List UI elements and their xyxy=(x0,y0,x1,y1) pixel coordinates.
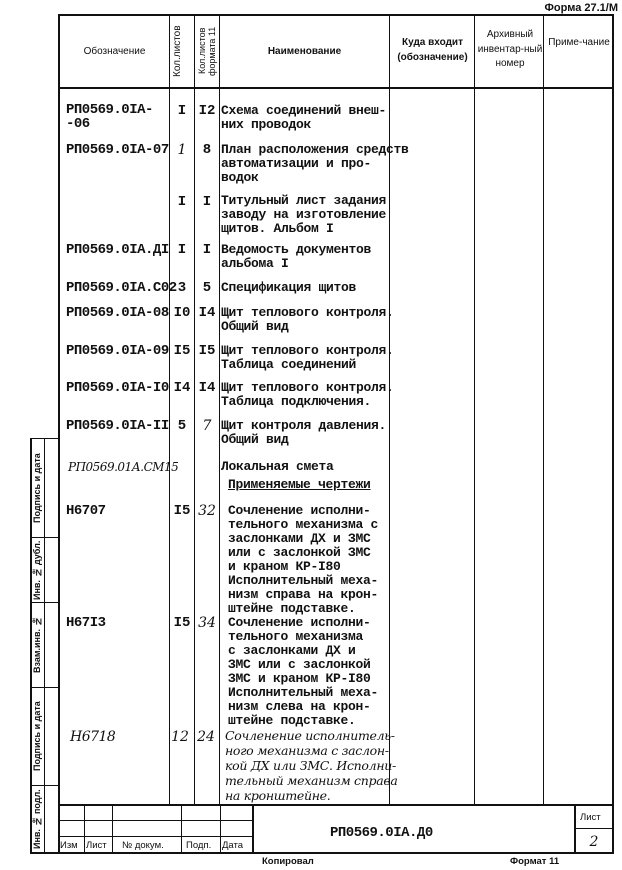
col-line-6 xyxy=(543,14,544,804)
row-1-count: I xyxy=(177,103,187,119)
row-7-f11: I5 xyxy=(198,343,216,359)
side-strip-div-3 xyxy=(30,602,60,603)
title-c2 xyxy=(112,804,113,854)
side-label-sign-date-1: Подпись и дата xyxy=(32,701,42,772)
row-1-code: РП0569.0IА- -06 xyxy=(66,102,153,132)
side-label-sign-date-2: Подпись и дата xyxy=(32,453,42,523)
header-where-included: Куда входит (обозначение) xyxy=(397,37,468,63)
row-6-count: I0 xyxy=(173,305,191,321)
row-14-name: Сочленение исполнитель- ного механизма с заслон- кой ДХ или ЗМС. Исполни- тельный механизм справа на кронштейне. xyxy=(225,728,398,803)
row-8-code: РП0569.0IА-I0 xyxy=(66,380,169,396)
title-row-1 xyxy=(58,820,252,821)
row-1-f11: I2 xyxy=(198,103,216,119)
row-4-count: I xyxy=(177,242,187,258)
title-c1 xyxy=(84,804,85,854)
frame-left xyxy=(58,14,60,854)
row-3-f11: I xyxy=(202,194,212,210)
side-strip-div-1 xyxy=(30,438,60,439)
row-2-f11: 8 xyxy=(202,142,212,158)
col-line-3 xyxy=(219,14,220,804)
side-strip-div-4 xyxy=(30,687,60,688)
row-9-name: Щит контроля давления. Общий вид xyxy=(221,418,387,447)
row-8-f11: I4 xyxy=(198,380,216,396)
row-12-count: I5 xyxy=(173,503,191,519)
row-10-name: Локальная смета xyxy=(221,459,334,474)
row-12-code: Н6707 xyxy=(66,503,106,519)
row-7-count: I5 xyxy=(173,343,191,359)
title-sheet-div xyxy=(574,828,614,829)
title-c3 xyxy=(181,804,182,854)
row-2-count: 1 xyxy=(177,142,187,158)
row-5-code: РП0569.0IА.С02 xyxy=(66,280,177,296)
title-top xyxy=(58,804,614,806)
row-13-f11: 34 xyxy=(198,615,216,631)
row-10-code: РП0569.01А.СМ15 xyxy=(68,460,179,474)
footer-format: Формат 11 xyxy=(510,856,560,867)
frame-right xyxy=(612,14,614,854)
side-label-vzam-inv: Взам.инв. № xyxy=(32,616,42,674)
row-5-f11: 5 xyxy=(202,280,212,296)
frame-bottom xyxy=(30,852,614,854)
header-divider xyxy=(58,87,614,89)
row-13-code: Н67I3 xyxy=(66,615,106,631)
form-label: Форма 27.1/М xyxy=(544,2,618,14)
row-13-count: I5 xyxy=(173,615,191,631)
col-line-2 xyxy=(194,14,195,804)
row-4-name: Ведомость документов альбома I xyxy=(221,242,372,271)
row-11-name: Применяемые чертежи xyxy=(228,477,371,492)
row-14-count: 12 xyxy=(171,729,189,745)
row-3-count: I xyxy=(177,194,187,210)
row-6-f11: I4 xyxy=(198,305,216,321)
title-sheet-label: Лист xyxy=(580,812,601,823)
title-row-2 xyxy=(58,836,252,837)
row-3-name: Титульный лист задания заводу на изготовление щитов. Альбом I xyxy=(221,193,387,236)
header-archive-number: Архивный инвентар-ный номер xyxy=(477,29,543,69)
row-9-code: РП0569.0IА-II xyxy=(66,418,169,434)
row-9-f11: 7 xyxy=(202,418,212,434)
title-designation: РП0569.0IА.Д0 xyxy=(330,825,433,841)
row-4-f11: I xyxy=(202,242,212,258)
row-1-name: Схема соединений внеш- них проводок xyxy=(221,103,387,132)
header-note: Приме-чание xyxy=(548,37,610,48)
row-2-code: РП0569.0IА-07 xyxy=(66,142,169,158)
row-8-count: I4 xyxy=(173,380,191,396)
title-doc-no: № докум. xyxy=(122,840,164,851)
col-line-4 xyxy=(389,14,390,804)
title-c5 xyxy=(252,804,254,854)
row-4-code: РП0569.0IА.ДI xyxy=(66,242,169,258)
row-9-count: 5 xyxy=(177,418,187,434)
row-13-name: Сочленение исполни- тельного механизма с заслонками ДХ и ЗМС или с заслонкой ЗМС и краном КР-I80 Исполнительный меха- низм слева на крон- штейне подставке. xyxy=(228,615,379,728)
title-c4 xyxy=(220,804,221,854)
footer-copied: Копировал xyxy=(262,856,314,867)
title-sheet-no: 2 xyxy=(589,834,599,850)
side-strip-mid xyxy=(44,438,45,854)
side-label-inv-dubl: Инв. № дубл. xyxy=(32,540,42,600)
row-12-f11: 32 xyxy=(198,503,216,519)
title-list: Лист xyxy=(86,840,107,851)
title-date: Дата xyxy=(222,840,244,851)
header-name: Наименование xyxy=(267,46,342,57)
row-5-name: Спецификация щитов xyxy=(221,280,357,295)
row-8-name: Щит теплового контроля. Таблица подключения. xyxy=(221,380,394,409)
side-label-inv-orig: Инв. № подл. xyxy=(32,789,42,849)
frame-top xyxy=(58,14,614,16)
row-7-name: Щит теплового контроля. Таблица соединений xyxy=(221,343,394,372)
side-strip-div-2 xyxy=(30,537,60,538)
row-6-code: РП0569.0IА-08 xyxy=(66,305,169,321)
header-designation: Обозначение xyxy=(83,46,146,57)
col-line-5 xyxy=(474,14,475,804)
row-14-f11: 24 xyxy=(197,729,215,745)
row-6-name: Щит теплового контроля. Общий вид xyxy=(221,305,394,334)
title-izm: Изм xyxy=(60,840,78,851)
row-12-name: Сочленение исполни- тельного механизма с заслонками ДХ и ЗМС или с заслонкой ЗМС и краном КР-I80 Исполнительный меха- низм справа на крон- штейне подставке. xyxy=(228,503,379,616)
header-sheet-count-f11: Кол.листов формата 11 xyxy=(197,26,217,76)
title-podp: Подп. xyxy=(186,840,212,851)
col-line-1 xyxy=(169,14,170,804)
row-2-name: План расположения средств автоматизации и про- водок xyxy=(221,142,409,185)
row-7-code: РП0569.0IА-09 xyxy=(66,343,169,359)
row-14-code: Н6718 xyxy=(70,729,116,745)
header-sheet-count: Кол.листов xyxy=(172,25,183,77)
row-5-count: 3 xyxy=(177,280,187,296)
side-strip-div-5 xyxy=(30,785,60,786)
